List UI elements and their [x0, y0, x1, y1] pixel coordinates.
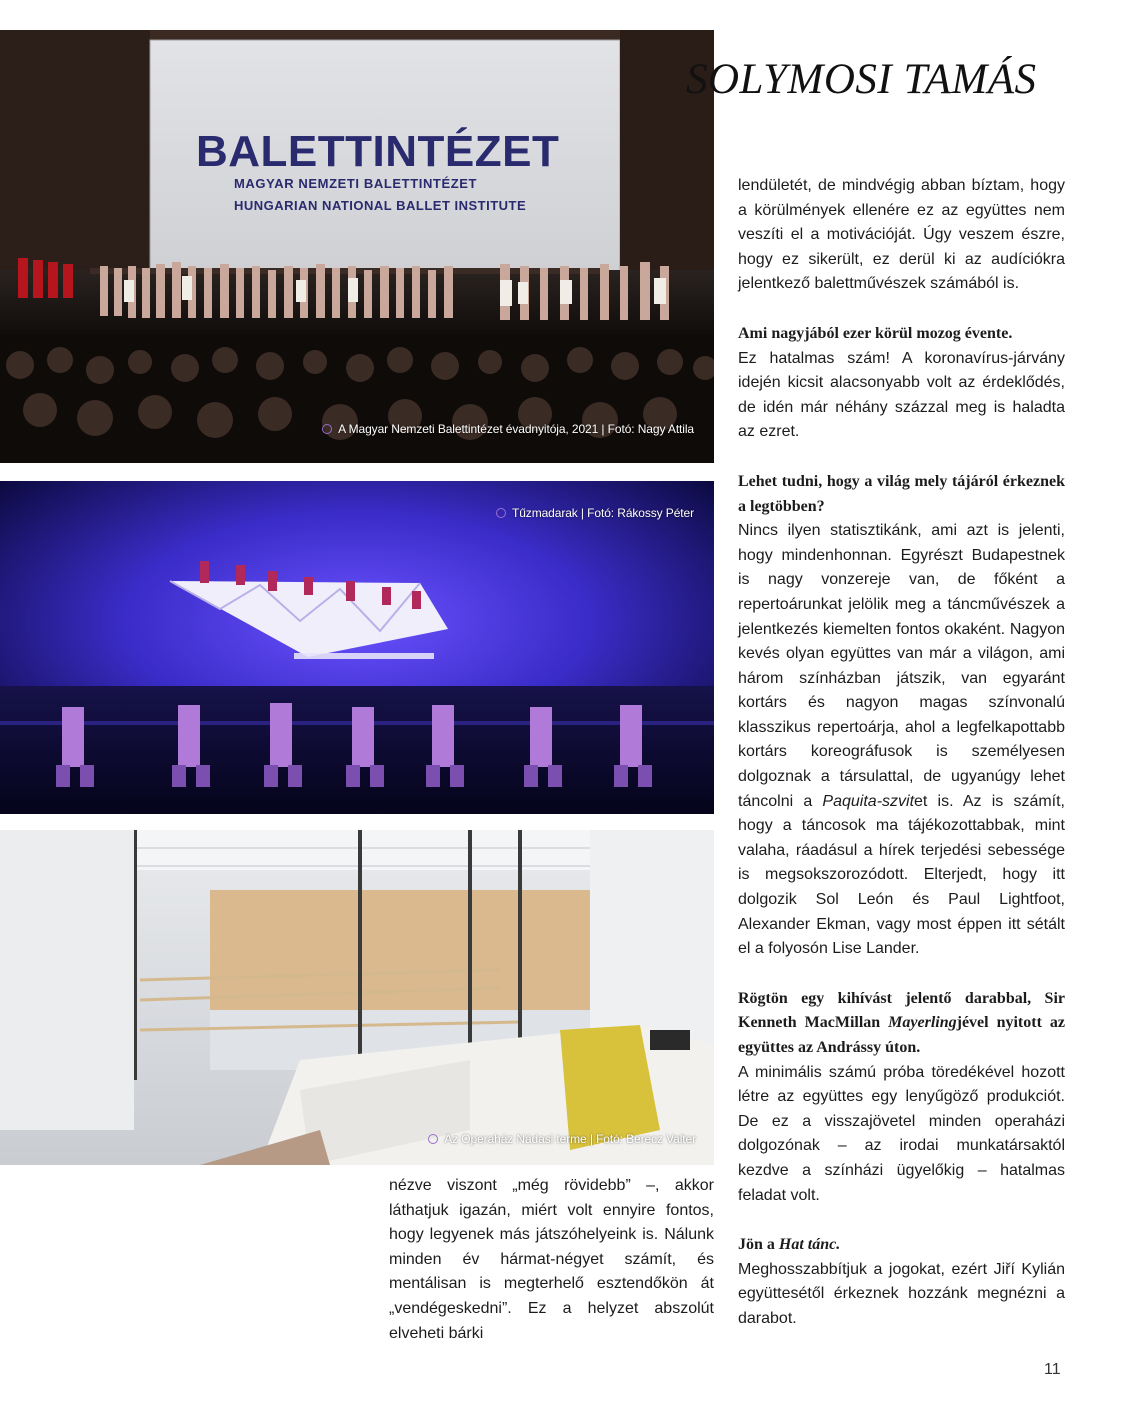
qa-block [738, 470, 1065, 962]
photo-caption-3 [428, 1132, 696, 1146]
page-number: 11 [1044, 1361, 1061, 1378]
interview-question: Ami nagyjából ezer körül mozog évente. [738, 324, 1013, 342]
qa-block [738, 322, 1065, 445]
article-right-column [738, 174, 1065, 1357]
qa-block [738, 1233, 1065, 1331]
article-bottom-column [389, 1174, 714, 1371]
interview-answer: Ez hatalmas szám! A koronavírus-járvány idején kicsit alacsonyabb volt az érdeklődés, de idén már néhány százzal meg is haladta az ezret. [738, 349, 1065, 441]
screen-subtitle-hu: MAGYAR NEMZETI BALETTINTÉZET [234, 176, 478, 191]
interview-answer: Meghosszabbítjuk a jogokat, ezért Jiří Kylián együttesétől érkeznek hozzánk megnézni a darabot. [738, 1260, 1065, 1327]
author-name: SOLYMOSI TAMÁS [686, 56, 1037, 103]
qa-block [738, 987, 1065, 1208]
interview-question: Rögtön egy kihívást jelentő darabbal, Sir Kenneth MacMillan Mayerlingjével nyitott az együttes az Andrássy úton. [738, 989, 1065, 1056]
screen-title: BALETTINTÉZET [196, 127, 560, 176]
interview-question: Lehet tudni, hogy a világ mely tájáról érkeznek a legtöbben? [738, 472, 1065, 515]
photo-rehearsal-hall [0, 830, 714, 1165]
caption-text: Tűzmadarak | Fotó: Rákossy Péter [512, 506, 694, 520]
caption-bullet-icon [428, 1134, 438, 1144]
photo-season-opening [0, 30, 714, 463]
screen-subtitle-en: HUNGARIAN NATIONAL BALLET INSTITUTE [234, 198, 527, 213]
interview-answer: A minimális számú próba töredékével hozott létre az együttes egy lenyűgöző produkciót. De ez a visszajövetel minden operaházi dolgozónak – az irodai munkatársaktól kezdve a színházi ügyelőkig – hatalmas feladat volt. [738, 1063, 1065, 1204]
photo-caption-2 [496, 506, 694, 520]
paragraph: nézve viszont „még rövidebb” –, akkor láthatjuk igazán, miért volt ennyire fontos, hogy legyenek más játszóhelyeink is. Nálunk minden év hármat-négyet számít, és mentálisan is megterhelő esztendőkön át „vendégeskedni”. Ez a helyzet abszolút elveheti bárki [389, 1177, 714, 1342]
photo-firebirds [0, 481, 714, 814]
interview-question: Jön a Hat tánc. [738, 1236, 841, 1254]
photo-caption-1 [322, 422, 694, 436]
caption-text: A Magyar Nemzeti Balettintézet évadnyitója, 2021 | Fotó: Nagy Attila [338, 422, 694, 436]
caption-bullet-icon [496, 508, 506, 518]
paragraph: lendületét, de mindvégig abban bíztam, hogy a körülmények ellenére ez az együttes nem veszíti el a motivációját. Úgy veszem észre, hogy ez sikerült, ez derül ki az audíciókra jelentkező balettművészek számából is. [738, 177, 1065, 293]
caption-text: Az Operaház Nádasi terme | Fotó: Berecz Valter [444, 1132, 696, 1146]
caption-bullet-icon [322, 424, 332, 434]
interview-answer: Nincs ilyen statisztikánk, ami azt is jelenti, hogy mindenhonnan. Egyrészt Budapestnek is nagy vonzereje van, de főként a repertoárunkat jelölik meg a táncművészek a jelentkezés kiemelten fontos okaként. Nagyon kevés olyan együttes van már a világon, ami három színházban játszik, van egyaránt kortárs és nagyon magas színvonalú klasszikus repertoárja, ahol a legfelkapottabb kortárs koreográfusok is személyesen dolgoznak a társulattal, de ugyanúgy lehet táncolni a Paquita-szvitet is. Az is számít, hogy a táncosok ma tájékozottabbak, mint valaha, ráadásul a hírek terjedési sebessége is megsokszorozódott. Elterjedt, hogy itt dolgozik Sol León és Paul Lightfoot, Alexander Ekman, vagy most éppen itt sétált el a folyosón Lise Lander. [738, 522, 1066, 958]
